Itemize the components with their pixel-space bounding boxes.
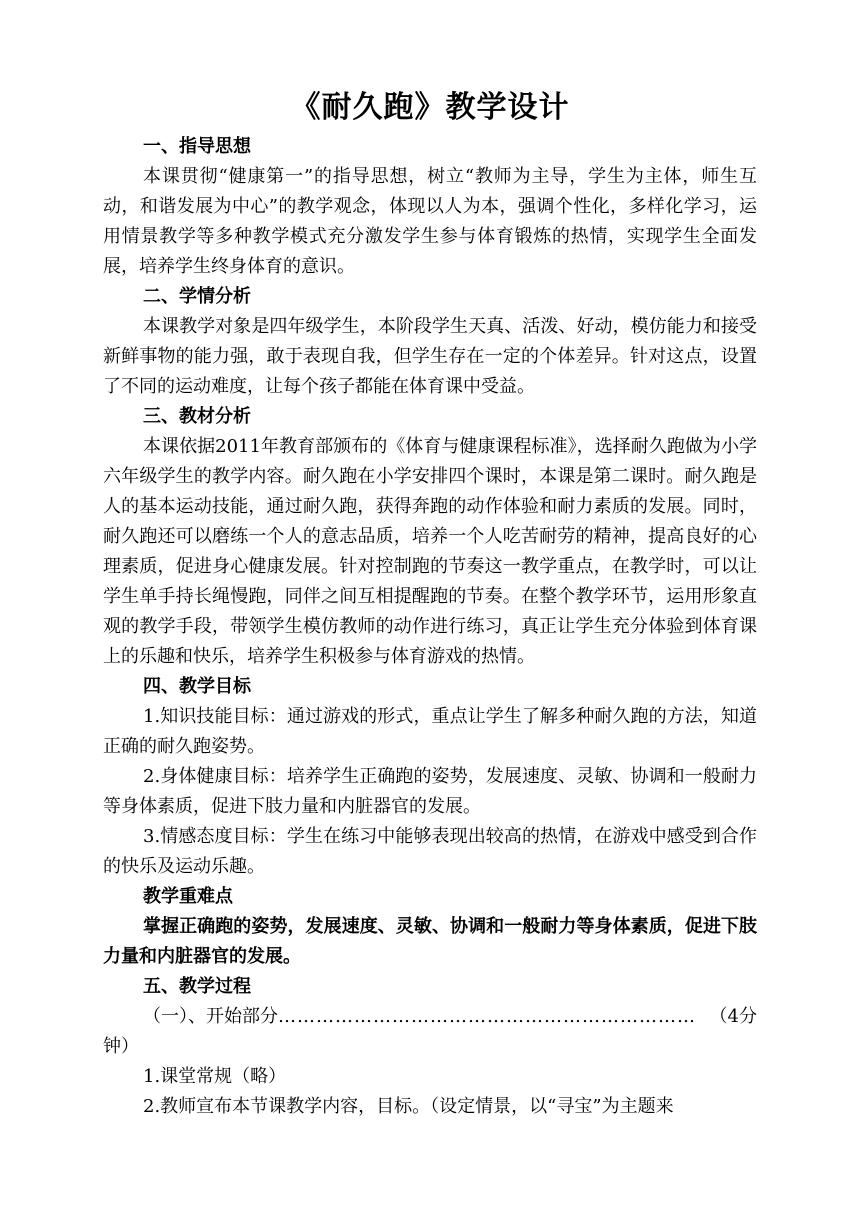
- dot-leader: …………………………………………………………: [278, 1006, 696, 1027]
- section-paragraph-student-analysis: 本课教学对象是四年级学生，本阶段学生天真、活泼、好动，模仿能力和接受新鲜事物的能力强，敢于表现自我，但学生存在一定的个体差异。针对这点，设置了不同的运动难度，让每个孩子都能在体育课中受益。: [103, 316, 757, 397]
- section-paragraph-material-analysis: 本课依据2011年教育部颁布的《体育与健康课程标准》，选择耐久跑做为小学六年级学生的教学内容。耐久跑在小学安排四个课时，本课是第二课时。耐久跑是人的基本运动技能，通过耐久跑，获得奔跑的动作体验和耐力素质的发展。同时，耐久跑还可以磨练一个人的意志品质，培养一个人吃苦耐劳的精神，提高良好的心理素质，促进身心健康发展。针对控制跑的节奏这一教学重点，在教学时，可以让学生单手持长绳慢跑，同伴之间互相提醒跑的节奏。在整个教学环节，运用形象直观的教学手段，带领学生模仿教师的动作进行练习，真正让学生充分体验到体育课上的乐趣和快乐，培养学生积极参与体育游戏的热情。: [103, 436, 757, 667]
- section-paragraph-guiding-ideology: 本课贯彻“健康第一”的指导思想，树立“教师为主导，学生为主体，师生互动，和谐发展为中心”的教学观念，体现以人为本，强调个性化，多样化学习，运用情景教学等多种教学模式充分激发学生参与体育锻炼的热情，实现学生全面发展，培养学生终身体育的意识。: [103, 166, 757, 277]
- section-heading-material-analysis: 三、教材分析: [143, 406, 251, 427]
- process-part-opening-duration-cont: 钟）: [103, 1036, 139, 1057]
- document-title: 《耐久跑》教学设计: [290, 90, 570, 125]
- process-item-routine: 1.课堂常规（略）: [143, 1066, 287, 1087]
- section-paragraph-key-points: 掌握正确跑的姿势，发展速度、灵敏、协调和一般耐力等身体素质，促进下肢力量和内脏器官的发展。: [103, 916, 757, 967]
- goal-knowledge-skills: 1.知识技能目标：通过游戏的形式，重点让学生了解多种耐久跑的方法，知道正确的耐久跑姿势。: [103, 706, 757, 757]
- section-heading-teaching-goals: 四、教学目标: [143, 676, 251, 697]
- section-heading-teaching-process: 五、教学过程: [143, 976, 251, 997]
- document-page: [103, 88, 757, 1122]
- section-heading-guiding-ideology: 一、指导思想: [143, 136, 251, 157]
- process-part-opening-duration: （4分: [709, 1006, 757, 1027]
- goal-physical-health: 2.身体健康目标：培养学生正确跑的姿势，发展速度、灵敏、协调和一般耐力等身体素质，促进下肢力量和内脏器官的发展。: [103, 766, 757, 817]
- goal-emotional-attitude: 3.情感态度目标：学生在练习中能够表现出较高的热情，在游戏中感受到合作的快乐及运动乐趣。: [103, 826, 757, 877]
- process-item-announce: 2.教师宣布本节课教学内容，目标。（设定情景，以“寻宝”为主题来: [143, 1096, 674, 1117]
- process-part-opening: [103, 1002, 757, 1032]
- section-heading-key-points: 教学重难点: [143, 886, 233, 907]
- process-part-opening-label: （一）、开始部分: [143, 1006, 278, 1027]
- section-heading-student-analysis: 二、学情分析: [143, 286, 251, 307]
